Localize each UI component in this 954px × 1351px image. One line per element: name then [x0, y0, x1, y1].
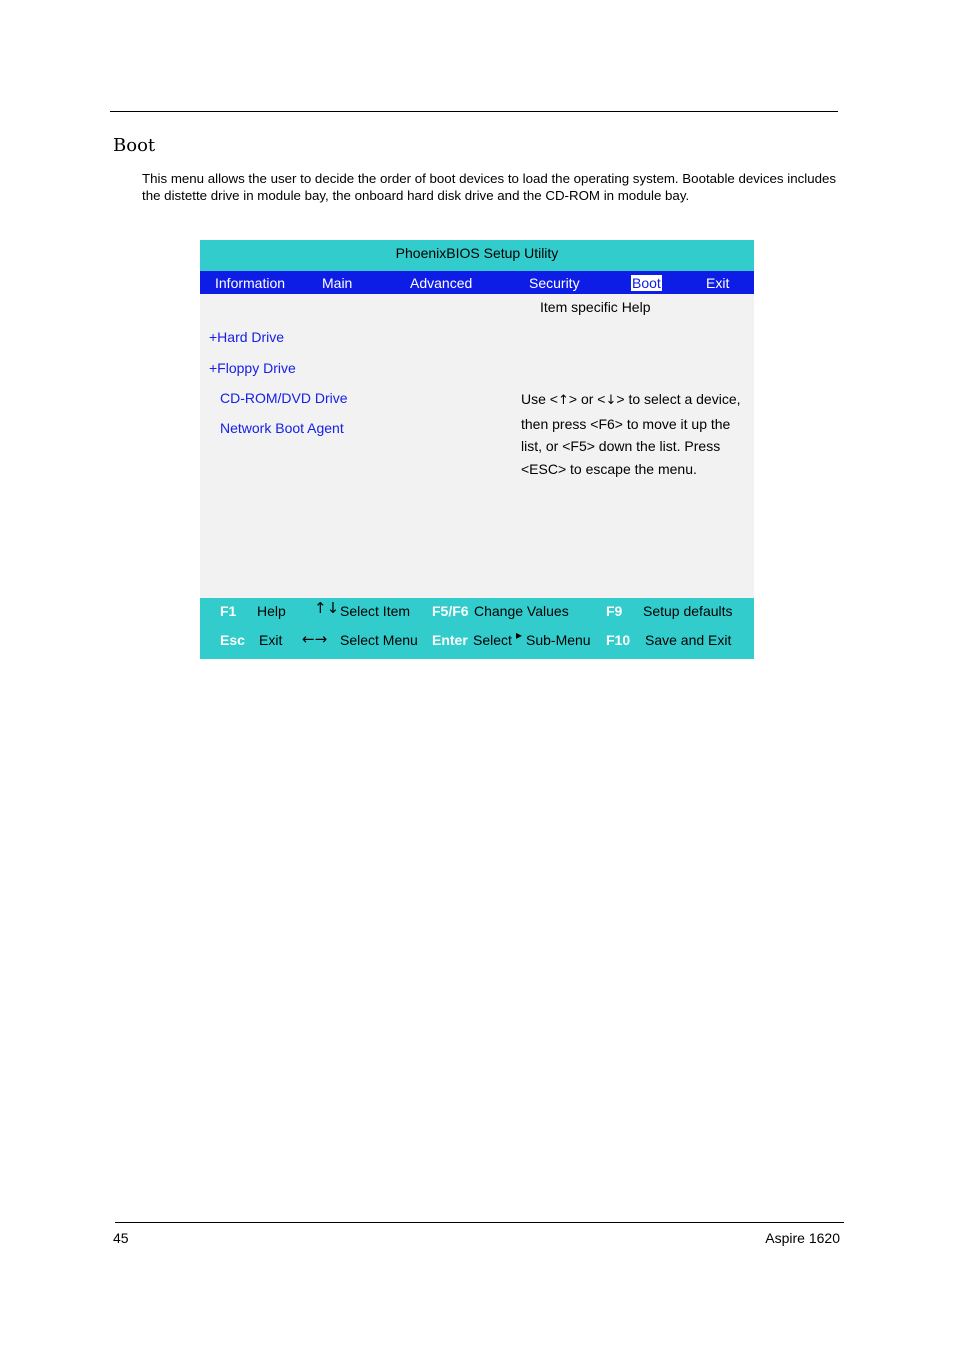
bottom-rule: [115, 1222, 844, 1223]
help-text: [521, 388, 751, 480]
key-esc: Esc: [220, 632, 245, 648]
setup-defaults-label: Setup defaults: [643, 603, 733, 619]
intro-paragraph: This menu allows the user to decide the order of boot devices to load the operating system. Bootable devices includes the distette drive in module bay, the onboard hard disk drive and the CD-ROM in module bay.: [142, 171, 837, 203]
select-label: Select: [473, 632, 512, 648]
key-f5-f6: F5/F6: [432, 603, 469, 619]
help-line4: <ESC> to escape the menu.: [521, 460, 697, 477]
menu-information[interactable]: Information: [215, 275, 286, 291]
bios-title: PhoenixBIOS Setup Utility: [395, 245, 559, 261]
item-help-heading: Item specific Help: [540, 299, 651, 315]
select-menu-label: Select Menu: [340, 632, 418, 648]
boot-item-cdrom-drive[interactable]: CD-ROM/DVD Drive: [220, 390, 348, 406]
menu-main[interactable]: Main: [322, 275, 353, 291]
key-f9: F9: [606, 603, 623, 619]
boot-item-floppy-drive[interactable]: +Floppy Drive: [209, 360, 296, 376]
bios-footer: [200, 598, 754, 659]
help-line1-a: Use <: [521, 391, 558, 407]
help-line1-c: > to select a device,: [616, 391, 741, 407]
bios-screenshot: [200, 240, 754, 659]
key-f10: F10: [606, 632, 631, 648]
help-line2: then press <F6> to move it up the: [521, 415, 731, 432]
section-title: Boot: [113, 135, 156, 156]
bios-title-bar: [200, 240, 754, 271]
boot-item-hard-drive[interactable]: +Hard Drive: [209, 329, 285, 345]
key-esc-label: Exit: [259, 632, 283, 648]
save-exit-label: Save and Exit: [645, 632, 732, 648]
key-f1-label: Help: [257, 603, 286, 619]
select-item-label: Select Item: [340, 603, 411, 619]
submenu-arrow-icon: ▸: [516, 628, 523, 642]
page-number: 45: [113, 1230, 129, 1246]
menu-security[interactable]: Security: [529, 275, 580, 291]
menu-exit[interactable]: Exit: [706, 275, 730, 291]
boot-item-network-boot[interactable]: Network Boot Agent: [220, 420, 344, 436]
key-f1: F1: [220, 603, 237, 619]
down-arrow-icon: ↓: [605, 393, 617, 408]
menu-advanced[interactable]: Advanced: [410, 275, 473, 291]
help-line1-b: > or <: [568, 391, 606, 407]
product-name: Aspire 1620: [765, 1230, 840, 1246]
up-down-arrows-icon: ↑↓: [314, 599, 340, 617]
change-values-label: Change Values: [474, 603, 569, 619]
up-arrow-icon: ↑: [557, 393, 569, 408]
bios-menu-bar: [200, 271, 754, 294]
left-right-arrows-icon: ←→: [302, 630, 328, 648]
help-line3: list, or <F5> down the list. Press: [521, 438, 721, 454]
key-enter: Enter: [432, 632, 468, 648]
submenu-label: Sub-Menu: [526, 632, 591, 648]
top-rule: [110, 111, 838, 112]
menu-boot[interactable]: Boot: [632, 275, 661, 291]
